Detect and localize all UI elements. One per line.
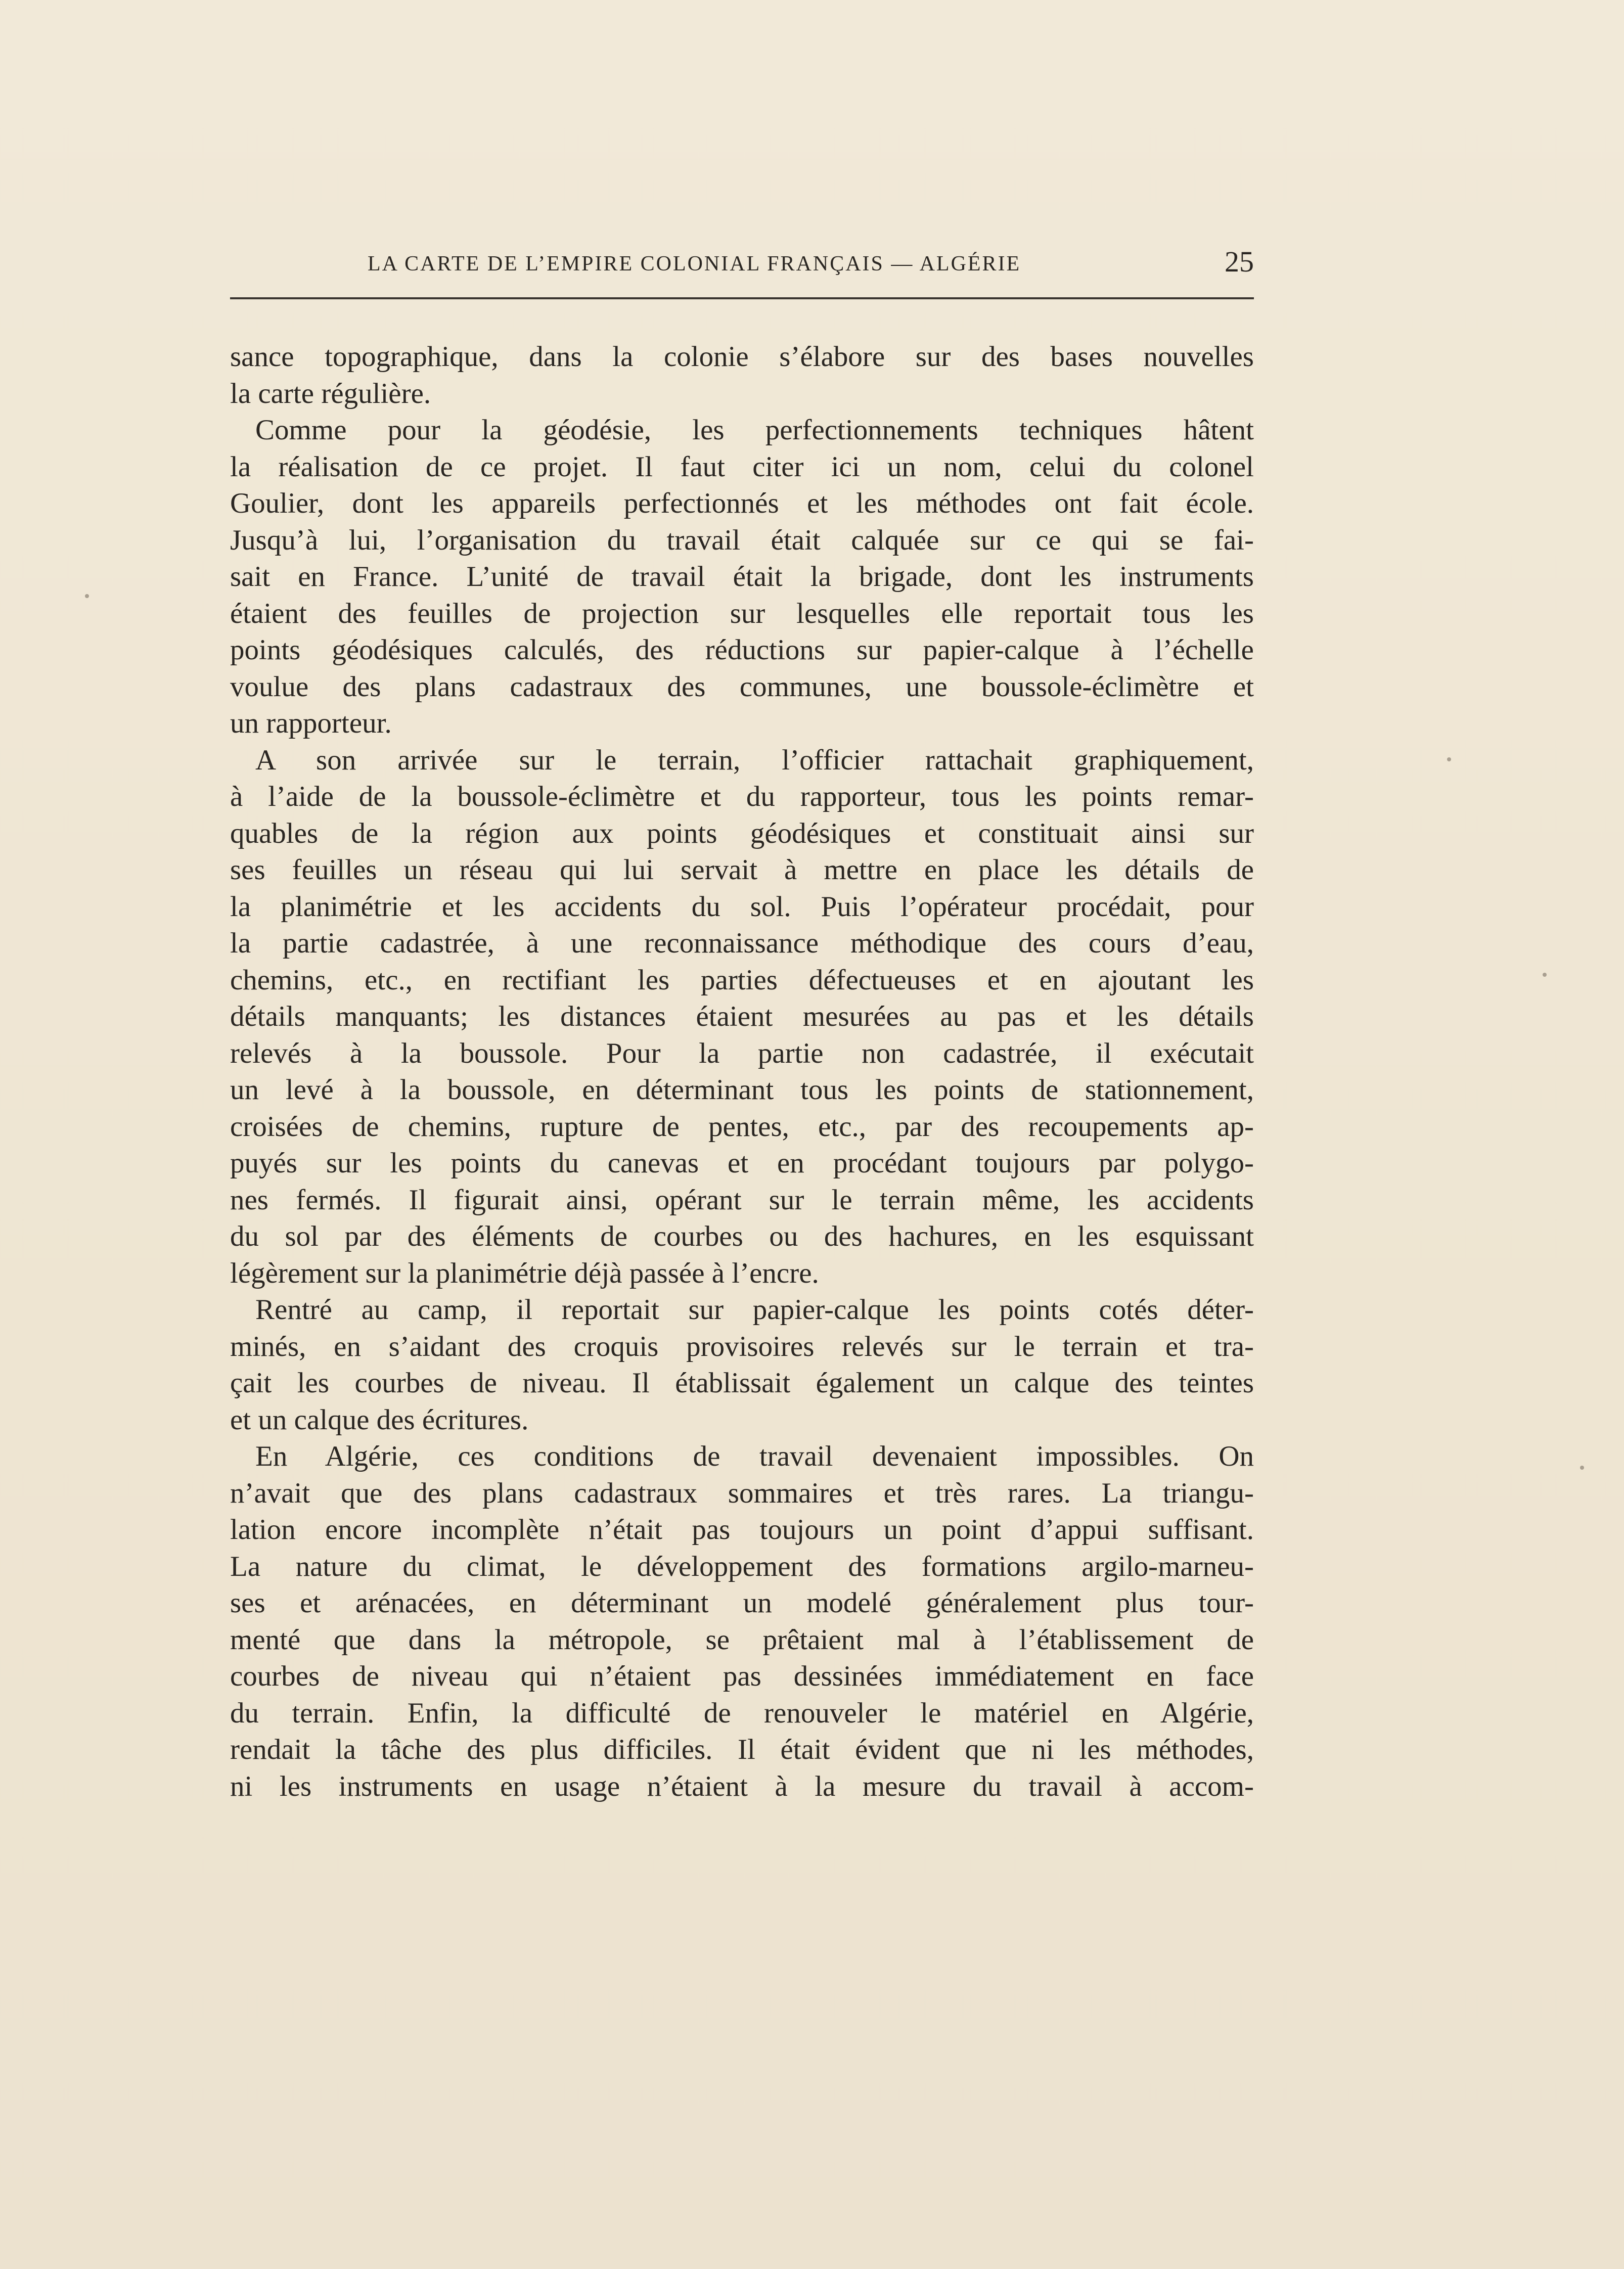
text-line: nes fermés. Il figurait ainsi, opérant sur le terrain même, les accidents: [230, 1184, 1254, 1216]
text-line: En Algérie, ces conditions de travail devenaient impossibles. On: [255, 1440, 1254, 1472]
text-line: la partie cadastrée, à une reconnaissance méthodique des cours d’eau,: [230, 927, 1254, 959]
text-line: ni les instruments en usage n’étaient à la mesure du travail à accom-: [230, 1770, 1254, 1802]
text-line: points géodésiques calculés, des réductions sur papier-calque à l’échelle: [230, 634, 1254, 666]
text-line: du sol par des éléments de courbes ou des hachures, en les esquissant: [230, 1220, 1254, 1252]
text-line: relevés à la boussole. Pour la partie non cadastrée, il exécutait: [230, 1037, 1254, 1069]
text-line: n’avait que des plans cadastraux sommaires et très rares. La triangu-: [230, 1477, 1254, 1509]
running-head: [230, 247, 1254, 282]
text-line: la réalisation de ce projet. Il faut citer ici un nom, celui du colonel: [230, 450, 1254, 483]
text-line: lation encore incomplète n’était pas toujours un point d’appui suffisant.: [230, 1514, 1254, 1546]
running-head-title: LA CARTE DE L’EMPIRE COLONIAL FRANÇAIS — ALGÉRIE: [368, 252, 1021, 276]
paper-speck: [1543, 973, 1547, 977]
text-line: et un calque des écritures.: [230, 1403, 529, 1436]
text-line: sait en France. L’unité de travail était la brigade, dont les instruments: [230, 561, 1254, 593]
text-line: légèrement sur la planimétrie déjà passée à l’encre.: [230, 1257, 819, 1289]
text-line: détails manquants; les distances étaient mesurées au pas et les détails: [230, 1001, 1254, 1032]
text-line: un levé à la boussole, en déterminant tous les points de stationnement,: [230, 1074, 1254, 1106]
text-line: chemins, etc., en rectifiant les parties défectueuses et en ajoutant les: [230, 964, 1254, 996]
text-line: A son arrivée sur le terrain, l’officier rattachait graphiquement,: [255, 744, 1254, 776]
text-line: puyés sur les points du canevas et en procédant toujours par polygo-: [230, 1147, 1254, 1179]
paper-speck: [1447, 757, 1451, 761]
text-line: Rentré au camp, il reportait sur papier-calque les points cotés déter-: [255, 1294, 1254, 1326]
body-text: [230, 339, 1254, 1805]
paper-speck: [85, 594, 89, 598]
text-line: voulue des plans cadastraux des communes, une boussole-éclimètre et: [230, 670, 1254, 703]
text-line: rendait la tâche des plus difficiles. Il était évident que ni les méthodes,: [230, 1734, 1254, 1765]
text-line: étaient des feuilles de projection sur lesquelles elle reportait tous les: [230, 597, 1254, 629]
text-line: La nature du climat, le développement des formations argilo-marneu-: [230, 1550, 1254, 1582]
text-line: menté que dans la métropole, se prêtaient mal à l’établissement de: [230, 1623, 1254, 1656]
text-line: la planimétrie et les accidents du sol. Puis l’opérateur procédait, pour: [230, 890, 1254, 923]
text-line: courbes de niveau qui n’étaient pas dessinées immédiatement en face: [230, 1660, 1254, 1692]
paper-speck: [1580, 1466, 1584, 1470]
text-line: Goulier, dont les appareils perfectionnés et les méthodes ont fait école.: [230, 487, 1254, 519]
text-line: sance topographique, dans la colonie s’élabore sur des bases nouvelles: [230, 341, 1254, 373]
header-rule: [230, 297, 1254, 299]
text-line: çait les courbes de niveau. Il établissait également un calque des teintes: [230, 1367, 1254, 1399]
text-line: quables de la région aux points géodésiques et constituait ainsi sur: [230, 817, 1254, 849]
text-line: croisées de chemins, rupture de pentes, etc., par des recoupements ap-: [230, 1110, 1254, 1143]
text-line: du terrain. Enfin, la difficulté de renouveler le matériel en Algérie,: [230, 1697, 1254, 1729]
text-line: ses feuilles un réseau qui lui servait à mettre en place les détails de: [230, 854, 1254, 886]
text-line: Comme pour la géodésie, les perfectionnements techniques hâtent: [255, 414, 1254, 446]
page-number: 25: [1225, 245, 1254, 278]
text-line: la carte régulière.: [230, 377, 431, 410]
text-line: ses et arénacées, en déterminant un modelé généralement plus tour-: [230, 1587, 1254, 1619]
text-line: minés, en s’aidant des croquis provisoires relevés sur le terrain et tra-: [230, 1330, 1254, 1363]
text-line: un rapporteur.: [230, 707, 392, 739]
text-line: à l’aide de la boussole-éclimètre et du rapporteur, tous les points remar-: [230, 781, 1254, 812]
text-line: Jusqu’à lui, l’organisation du travail était calquée sur ce qui se fai-: [230, 524, 1254, 556]
